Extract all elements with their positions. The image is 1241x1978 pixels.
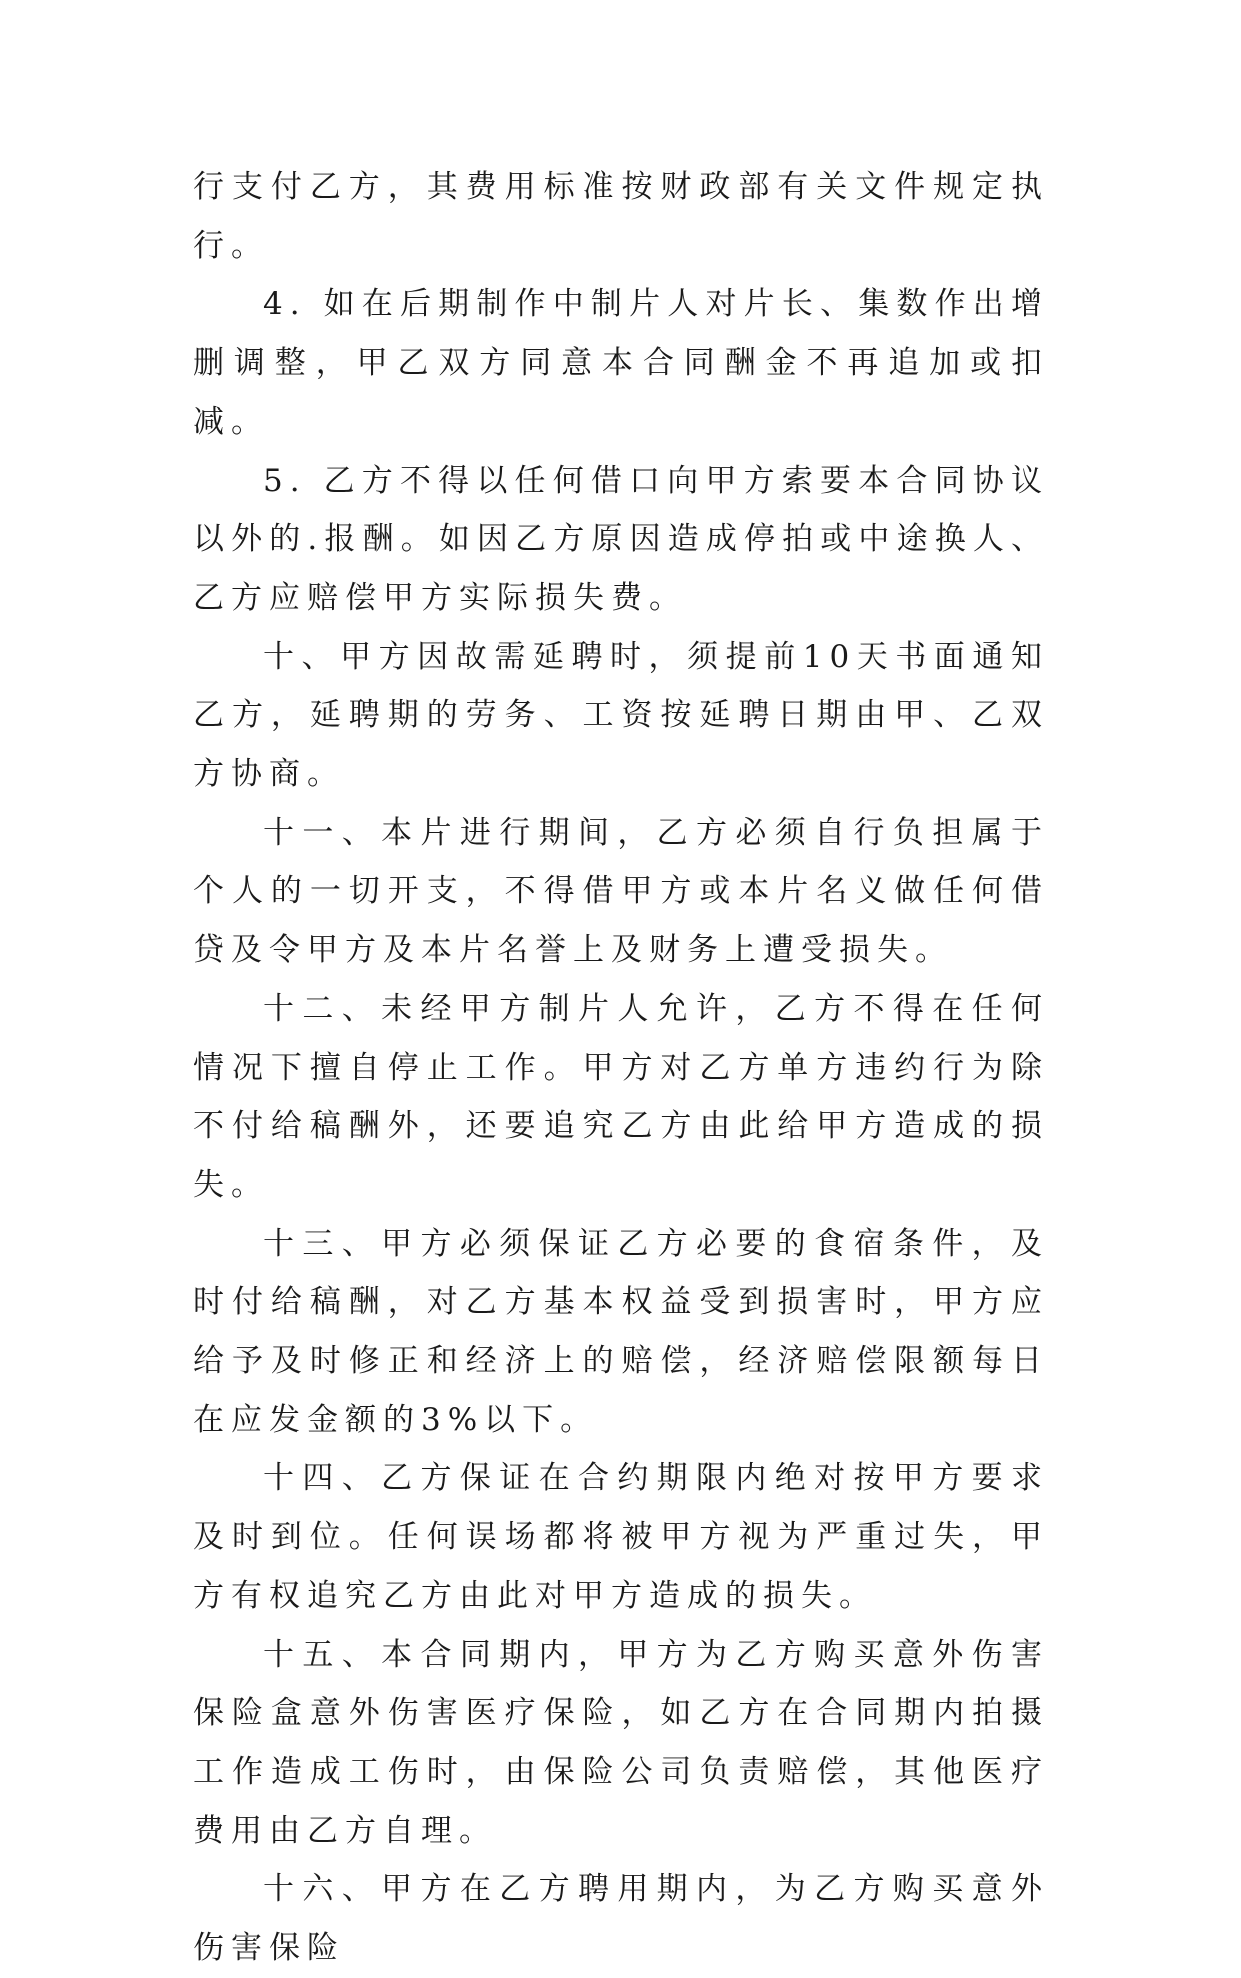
document-body	[193, 158, 1049, 1978]
paragraph-continuation: 行支付乙方，其费用标准按财政部有关文件规定执行。	[193, 169, 1049, 264]
paragraph-clause-11: 十一、本片进行期间，乙方必须自行负担属于个人的一切开支，不得借甲方或本片名义做任何借贷及令甲方及本片名誉上及财务上遭受损失。	[193, 814, 1049, 969]
paragraph-clause-4: 4. 如在后期制作中制片人对片长、集数作出增删调整，甲乙双方同意本合同酬金不再追加或扣减。	[193, 286, 1049, 440]
paragraph-clause-10: 十、甲方因故需延聘时，须提前10天书面通知乙方，延聘期的劳务、工资按延聘日期由甲、乙双方协商。	[193, 638, 1049, 793]
paragraph-clause-16: 十六、甲方在乙方聘用期内，为乙方购买意外伤害保险	[193, 1871, 1049, 1967]
paragraph-clause-14: 十四、乙方保证在合约期限内绝对按甲方要求及时到位。任何误场都将被甲方视为严重过失，甲方有权追究乙方由此对甲方造成的损失。	[193, 1460, 1049, 1614]
paragraph-clause-15: 十五、本合同期内，甲方为乙方购买意外伤害保险盒意外伤害医疗保险，如乙方在合同期内拍摄工作造成工伤时，由保险公司负责赔偿，其他医疗费用由乙方自理。	[193, 1636, 1049, 1849]
paragraph-clause-12: 十二、未经甲方制片人允许，乙方不得在任何情况下擅自停止工作。甲方对乙方单方违约行为除不付给稿酬外，还要追究乙方由此给甲方造成的损失。	[193, 990, 1049, 1203]
paragraph-clause-5: 5. 乙方不得以任何借口向甲方索要本合同协议以外的.报酬。如因乙方原因造成停拍或中途换人、乙方应赔偿甲方实际损失费。	[193, 462, 1049, 616]
paragraph-clause-13: 十三、甲方必须保证乙方必要的食宿条件，及时付给稿酬，对乙方基本权益受到损害时，甲方应给予及时修正和经济上的赔偿，经济赔偿限额每日在应发金额的3%以下。	[193, 1225, 1049, 1438]
